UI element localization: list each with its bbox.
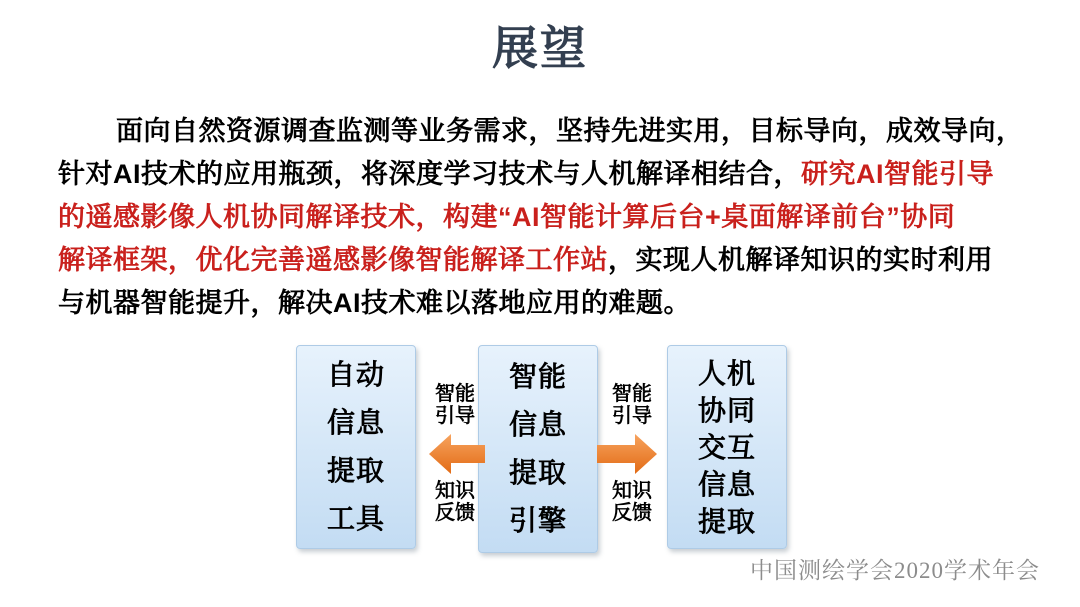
flow-box-line: 人机: [697, 357, 756, 389]
arrow-left-icon: [429, 432, 485, 476]
flow-box-line: 协同: [697, 394, 756, 426]
flow-box-line: 交互: [697, 431, 756, 463]
flow-box-human-machine-interactive-extraction: [667, 345, 787, 549]
connector-top-label: 智能引导: [435, 383, 475, 427]
flow-box-line: 信息: [508, 409, 567, 440]
text-segment: 与机器智能提升，解决AI技术难以落地应用的难题。: [58, 288, 691, 318]
flow-box-line: 提取: [326, 455, 385, 486]
flow-box-auto-extraction-tool: [296, 345, 416, 549]
text-segment: 针对AI技术的应用瓶颈，将深度学习技术与人机解译相结合，: [58, 159, 801, 189]
flow-box-line: 提取: [508, 457, 567, 488]
flow-box-line: 信息: [326, 407, 385, 438]
text-segment: 的遥感影像人机协同解译技术，构建“AI智能计算后台+桌面解译前台”协同: [58, 202, 956, 232]
connector-bottom-label: 知识反馈: [435, 480, 475, 524]
connector-top-label: 智能引导: [612, 383, 652, 427]
connector-bottom-label: 知识反馈: [612, 480, 652, 524]
text-segment: ，实现人机解译知识的实时利用: [608, 245, 993, 275]
flow-box-line: 引擎: [508, 505, 567, 536]
flow-box-intelligent-extraction-engine: [478, 345, 598, 553]
flow-box-line: 信息: [697, 468, 756, 500]
page-title: 展望: [492, 22, 588, 74]
flow-box-line: 自动: [326, 359, 385, 390]
text-segment: 研究AI智能引导: [801, 159, 994, 189]
footer-watermark: 中国测绘学会2020学术年会: [750, 558, 1040, 583]
flow-box-line: 提取: [697, 505, 756, 537]
text-segment: 面向自然资源调查监测等业务需求，坚持先进实用，目标导向，成效导向，: [116, 116, 1024, 146]
flow-box-line: 工具: [326, 503, 385, 534]
arrow-right-icon: [597, 432, 657, 476]
flow-box-line: 智能: [508, 361, 567, 392]
text-segment: 解译框架，优化完善遥感影像智能解译工作站: [58, 245, 608, 275]
